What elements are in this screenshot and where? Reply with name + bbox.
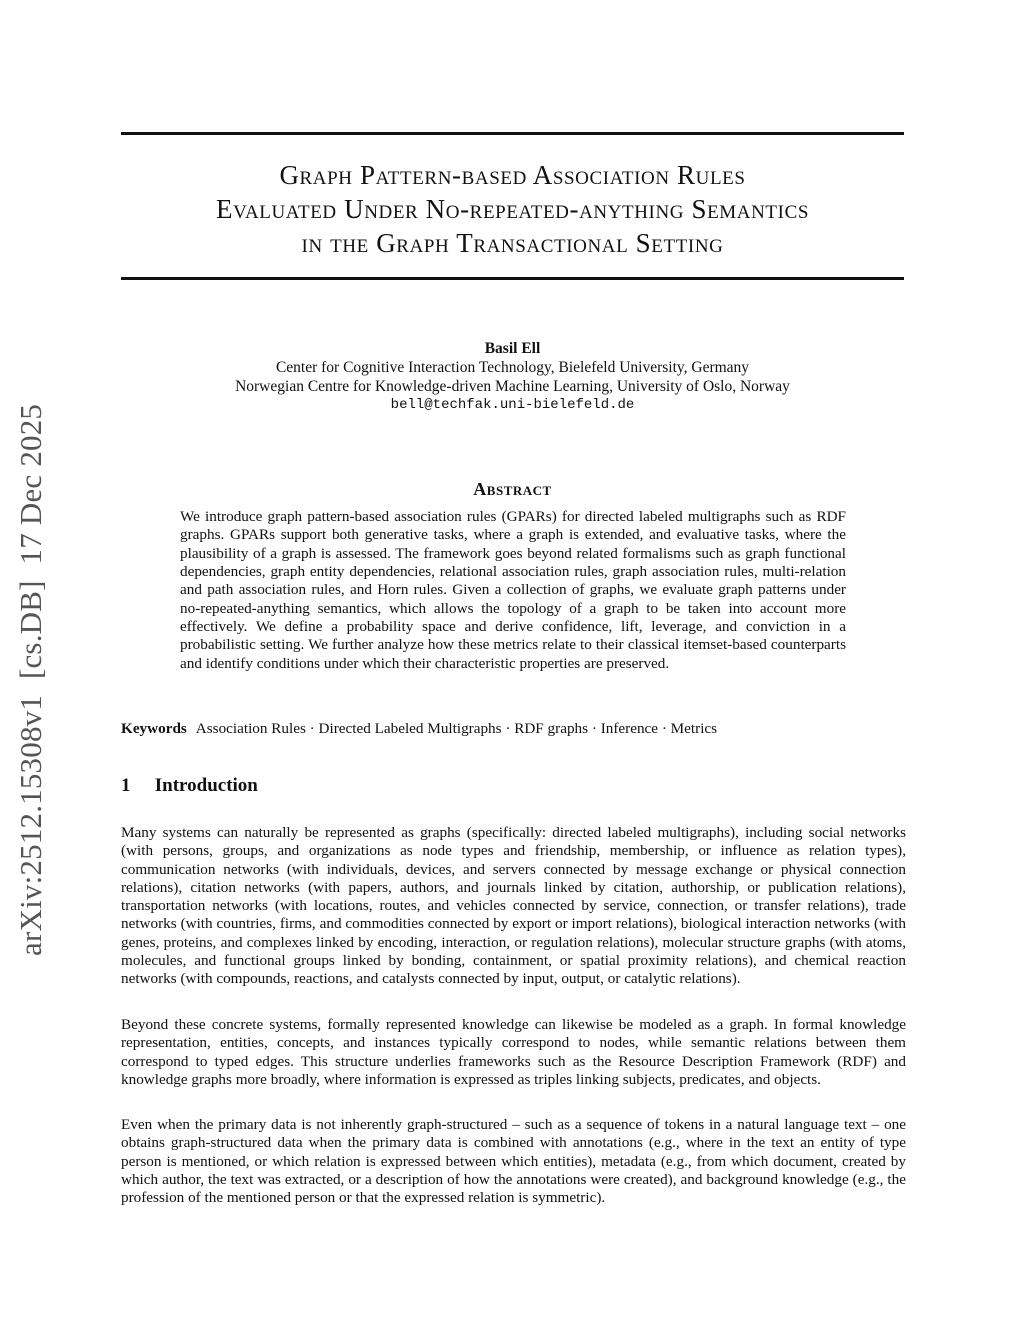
- abstract-heading: Abstract: [473, 479, 552, 499]
- intro-paragraph-3: Even when the primary data is not inherently graph-structured – such as a sequence of tokens in a natural language text – one obtains graph-structured data when the primary data is combined with annotations (e.g., where in the text an entity of type person is mentioned, or which relation is expressed between which entities), metadata (e.g., from which document, created by which author, the text was extracted, or a description of how the annotations were created), and background knowledge (e.g., the profession of the mentioned person or that the expressed relation is symmetric).: [121, 1116, 906, 1207]
- author-name: Basil Ell: [484, 340, 541, 357]
- paper-title: [121, 158, 904, 260]
- title-line-1: Graph Pattern-based Association Rules: [279, 160, 746, 190]
- title-line-2: Evaluated Under No-repeated-anything Semantics: [215, 194, 810, 224]
- title-bottom-rule: [121, 277, 904, 280]
- keywords-label: Keywords: [121, 720, 187, 737]
- intro-paragraph-1: Many systems can naturally be represented as graphs (specifically: directed labeled multigraphs), including social networks (with persons, groups, and organizations as node types and friendship, membership, or influence as relation types), communication networks (with individuals, devices, and servers connected by message exchange or physical connection relations), citation networks (with papers, authors, and journals linked by citation, authorship, or publication relations), transportation networks (with locations, routes, and vehicles connected by service, connection, or transfer relations), trade networks (with countries, firms, and commodities connected by export or import relations), biological interaction networks (with genes, proteins, and complexes linked by encoding, interaction, or regulation relations), molecular structure graphs (with atoms, molecules, and functional groups linked by bonding, containment, or spatial proximity relations), and chemical reaction networks (with compounds, reactions, and catalysts connected by input, output, or catalytic relations).: [121, 824, 906, 988]
- author-email[interactable]: bell@techfak.uni-bielefeld.de: [390, 397, 635, 413]
- title-top-rule: [121, 132, 904, 135]
- author-affiliation-1: Center for Cognitive Interaction Technology, Bielefeld University, Germany: [275, 359, 750, 376]
- author-affiliation-2: Norwegian Centre for Knowledge-driven Machine Learning, University of Oslo, Norway: [235, 378, 790, 395]
- section-number: 1: [121, 775, 131, 796]
- keywords-line: [121, 719, 904, 738]
- section-heading-introduction: [121, 775, 258, 797]
- abstract-text: We introduce graph pattern-based association rules (GPARs) for directed labeled multigraphs such as RDF graphs. GPARs support both generative tasks, where a graph is extended, and evaluative tasks, where the plausibility of a graph is assessed. The framework goes beyond related formalisms such as graph functional dependencies, graph entity dependencies, relational association rules, graph association rules, multi-relation and path association rules, and Horn rules. Given a collection of graphs, we evaluate graph patterns under no-repeated-anything semantics, which allows the topology of a graph to be taken into account more effectively. We define a probability space and derive confidence, lift, leverage, and conviction in a probabilistic setting. We further analyze how these metrics relate to their classical itemset-based counterparts and identify conditions under which their characteristic properties are preserved.: [180, 508, 846, 672]
- arxiv-side-identifier: arXiv:2512.15308v1 [cs.DB] 17 Dec 2025: [13, 403, 48, 956]
- author-block: [121, 339, 904, 415]
- keywords-text: Association Rules · Directed Labeled Multigraphs · RDF graphs · Inference · Metrics: [195, 720, 718, 737]
- title-line-3: in the Graph Transactional Setting: [301, 228, 724, 258]
- section-title: Introduction: [154, 775, 258, 796]
- intro-paragraph-2: Beyond these concrete systems, formally represented knowledge can likewise be modeled as a graph. In formal knowledge representation, entities, concepts, and instances typically correspond to nodes, while semantic relations between them correspond to typed edges. This structure underlies frameworks such as the Resource Description Framework (RDF) and knowledge graphs more broadly, where information is expressed as triples linking subjects, predicates, and objects.: [121, 1016, 906, 1088]
